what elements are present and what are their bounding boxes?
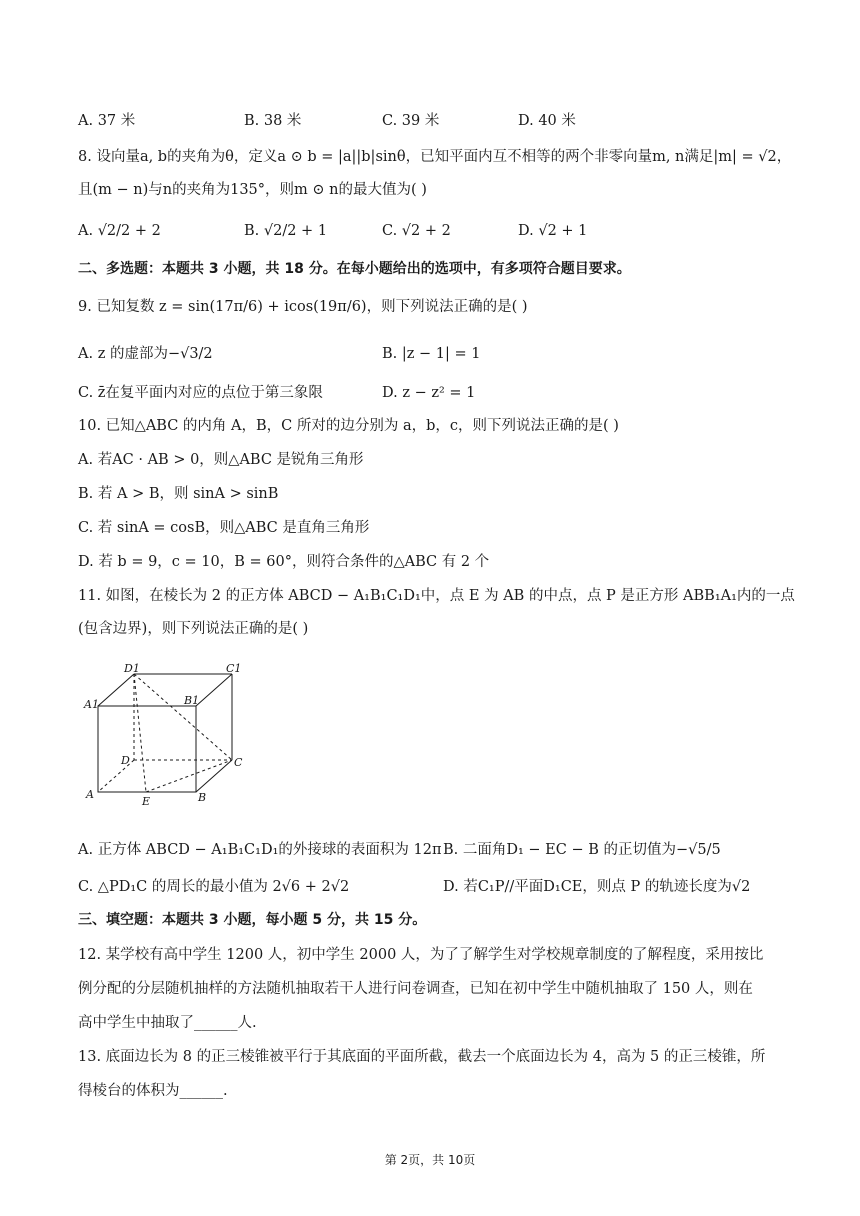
q11-option-a: A. 正方体 ABCD − A₁B₁C₁D₁的外接球的表面积为 12π	[78, 842, 442, 858]
q12-stem-line3: 高中学生中抽取了______人.	[78, 1015, 257, 1031]
label-a1: A1	[84, 698, 99, 711]
page-footer: 第 2页，共 10页	[384, 1153, 476, 1167]
label-e: E	[142, 795, 151, 808]
label-c: C	[234, 756, 243, 769]
q9-option-a: A. z 的虚部为−√3/2	[78, 346, 213, 362]
q10-stem: 10. 已知△ABC 的内角 A，B，C 所对的边分别为 a，b，c，则下列说法正确的是( )	[78, 418, 619, 434]
q10-option-b: B. 若 A > B，则 sinA > sinB	[78, 486, 279, 502]
label-c1: C1	[226, 662, 242, 675]
q12-stem-line1: 12. 某学校有高中学生 1200 人，初中学生 2000 人，为了了解学生对学校规章制度的了解程度，采用按比	[78, 947, 764, 963]
label-d: D	[121, 754, 130, 767]
q10-option-d: D. 若 b = 9，c = 10，B = 60°，则符合条件的△ABC 有 2 个	[78, 554, 490, 570]
q8-option-b: B. √2/2 + 1	[244, 223, 328, 239]
label-b1: B1	[184, 694, 200, 707]
q7-option-d: D. 40 米	[518, 113, 576, 129]
q11-stem-line1: 11. 如图，在棱长为 2 的正方体 ABCD − A₁B₁C₁D₁中，点 E 为 AB 的中点，点 P 是正方形 ABB₁A₁内的一点	[78, 588, 795, 604]
q9-option-b: B. |z − 1| = 1	[382, 346, 481, 362]
cube-figure	[82, 660, 252, 810]
q7-option-a: A. 37 米	[78, 113, 136, 129]
q9-stem: 9. 已知复数 z = sin(17π/6) + icos(19π/6)，则下列说法正确的是( )	[78, 299, 528, 315]
q8-stem-line2: 且(m − n)与n的夹角为135°，则m ⊙ n的最大值为( )	[78, 182, 427, 198]
q9-option-c: C. z̄在复平面内对应的点位于第三象限	[78, 385, 323, 401]
q10-option-a: A. 若AC · AB > 0，则△ABC 是锐角三角形	[78, 452, 364, 468]
q8-option-c: C. √2 + 2	[382, 223, 451, 239]
q8-option-d: D. √2 + 1	[518, 223, 588, 239]
label-d1: D1	[124, 662, 140, 675]
q11-option-d: D. 若C₁P//平面D₁CE，则点 P 的轨迹长度为√2	[443, 879, 751, 895]
q7-option-b: B. 38 米	[244, 113, 302, 129]
q11-stem-line2: (包含边界)，则下列说法正确的是( )	[78, 621, 309, 637]
q13-stem-line2: 得棱台的体积为______.	[78, 1083, 228, 1099]
label-a: A	[86, 788, 94, 801]
q8-stem-line1: 8. 设向量a, b的夹角为θ，定义a ⊙ b = |a||b|sinθ，已知平面内互不相等的两个非零向量m, n满足|m| = √2，	[78, 149, 792, 165]
label-b: B	[198, 791, 207, 804]
q11-option-b: B. 二面角D₁ − EC − B 的正切值为−√5/5	[443, 842, 721, 858]
q10-option-c: C. 若 sinA = cosB，则△ABC 是直角三角形	[78, 520, 370, 536]
section-heading-multiple-choice: 二、多选题：本题共 3 小题，共 18 分。在每小题给出的选项中，有多项符合题目要求。	[78, 261, 631, 277]
q9-option-d: D. z − z² = 1	[382, 385, 476, 401]
q8-option-a: A. √2/2 + 2	[78, 223, 161, 239]
q7-option-c: C. 39 米	[382, 113, 440, 129]
q12-stem-line2: 例分配的分层随机抽样的方法随机抽取若干人进行问卷调查，已知在初中学生中随机抽取了 150 人，则在	[78, 981, 753, 997]
q13-stem-line1: 13. 底面边长为 8 的正三棱锥被平行于其底面的平面所截，截去一个底面边长为 4，高为 5 的正三棱锥，所	[78, 1049, 766, 1065]
section-heading-fill-in: 三、填空题：本题共 3 小题，每小题 5 分，共 15 分。	[78, 912, 427, 928]
q11-option-c: C. △PD₁C 的周长的最小值为 2√6 + 2√2	[78, 879, 350, 895]
